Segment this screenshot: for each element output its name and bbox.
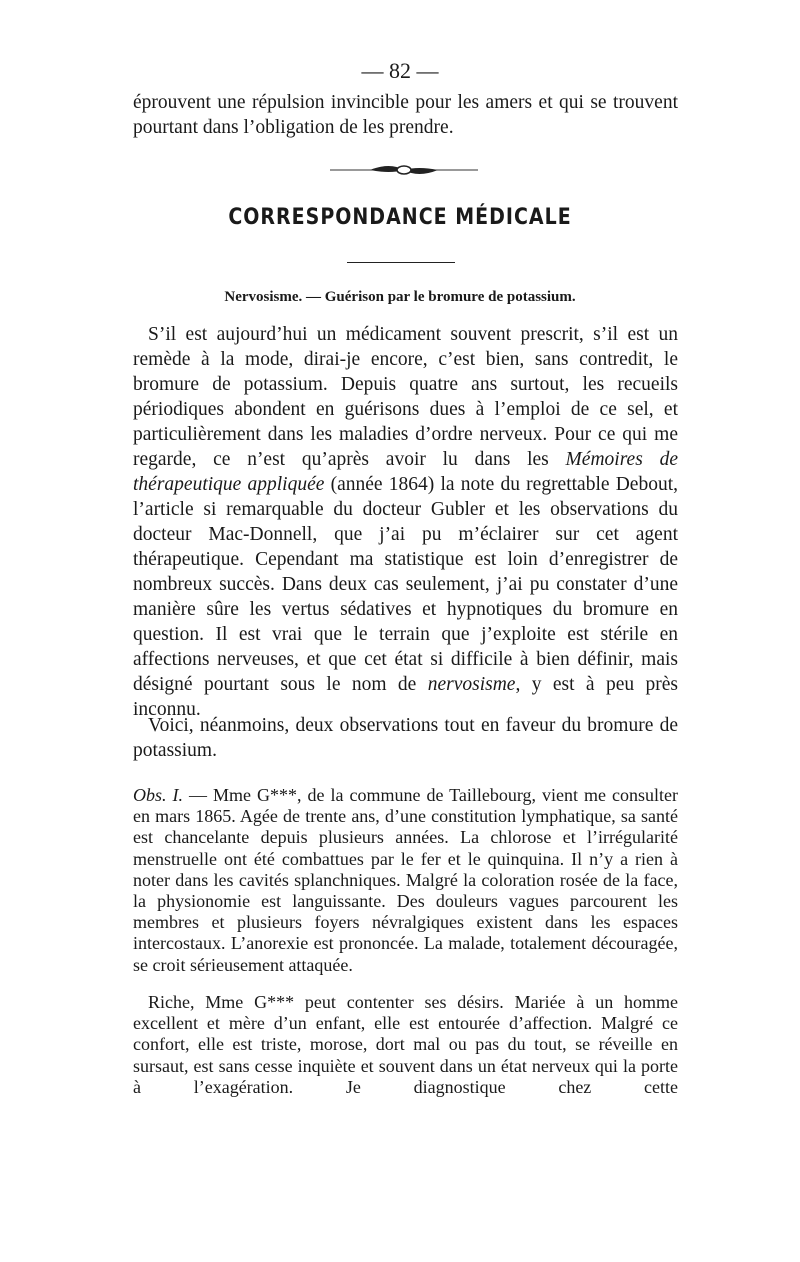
- observation-text: — Mme G***, de la commune de Taillebourg, vient me consulter en mars 1865. Agée de trente ans, d’une constitution lymphatique, sa santé est chancelante depuis plusieurs années. La chlorose et l’irrégularité menstruelle ont été combattues par le fer et le quinquina. Il n’y a rien à noter dans les cavités splanchniques. Malgré la coloration rosée de la face, la physionomie est languissante. Des douleurs vagues parcourent les membres et plusieurs foyers névralgiques existent dans les espaces intercostaux. L’anorexie est prononcée. La malade, totalement découragée, se croit sérieusement attaquée.: [133, 785, 679, 975]
- title-rule: [347, 262, 455, 263]
- journal-title: Mémoires de thérapeutique appliquée: [133, 449, 678, 495]
- body-text: , y est à peu près inconnu.: [133, 674, 678, 720]
- ornament-divider: [330, 160, 478, 180]
- term-italic: nervosisme: [427, 674, 516, 695]
- body-text: (année 1864) la note du regrettable Debout, l’article si remarquable du docteur Gubler et les observations du docteur Mac-Donnell, que j’ai pu m’éclairer sur cet agent thérapeutique. Cependant ma statistique est loin d’enregistrer de nombreux succès. Dans deux cas seulement, j’ai pu constater d’une manière sûre les vertus sédatives et hypnotiques du bromure en question. Il est vrai que le terrain que j’exploite est stérile en affections nerveuses, et que cet état si difficile à bien définir, mais désigné pourtant sous le nom de: [133, 474, 678, 695]
- observation-paragraph-1: [133, 785, 678, 976]
- article-subtitle: Nervosisme. — Guérison par le bromure de potassium.: [224, 289, 576, 305]
- body-text: S’il est aujourd’hui un médicament souvent prescrit, s’il est un remède à la mode, dirai-je encore, c’est bien, sans contredit, le bromure de potassium. Depuis quatre ans surtout, les recueils périodiques abondent en guérisons dues à l’emploi de ce sel, et particulièrement dans les maladies d’ordre nerveux. Pour ce qui me regarde, ce n’est qu’après avoir lu dans les: [133, 324, 678, 470]
- intro-paragraph: éprouvent une répulsion invincible pour les amers et qui se trouvent pourtant dans l’obligation de les prendre.: [133, 92, 678, 138]
- section-title: CORRESPONDANCE MÉDICALE: [228, 204, 572, 230]
- body-paragraph-2: Voici, néanmoins, deux observations tout en faveur du bromure de potassium.: [133, 715, 678, 761]
- body-paragraph-1: [133, 322, 678, 722]
- observation-paragraph-2: Riche, Mme G*** peut contenter ses désirs. Mariée à un homme excellent et mère d’un enfant, elle est entourée d’affection. Malgré ce confort, elle est triste, morose, dort mal ou pas du tout, se réveille en sursaut, est sans cesse inquiète et souvent dans un état nerveux qui la porte à l’exagération. Je diagnostique chez cette: [133, 992, 678, 1097]
- page-number: — 82 —: [361, 58, 439, 83]
- observation-label: Obs. I.: [133, 785, 184, 805]
